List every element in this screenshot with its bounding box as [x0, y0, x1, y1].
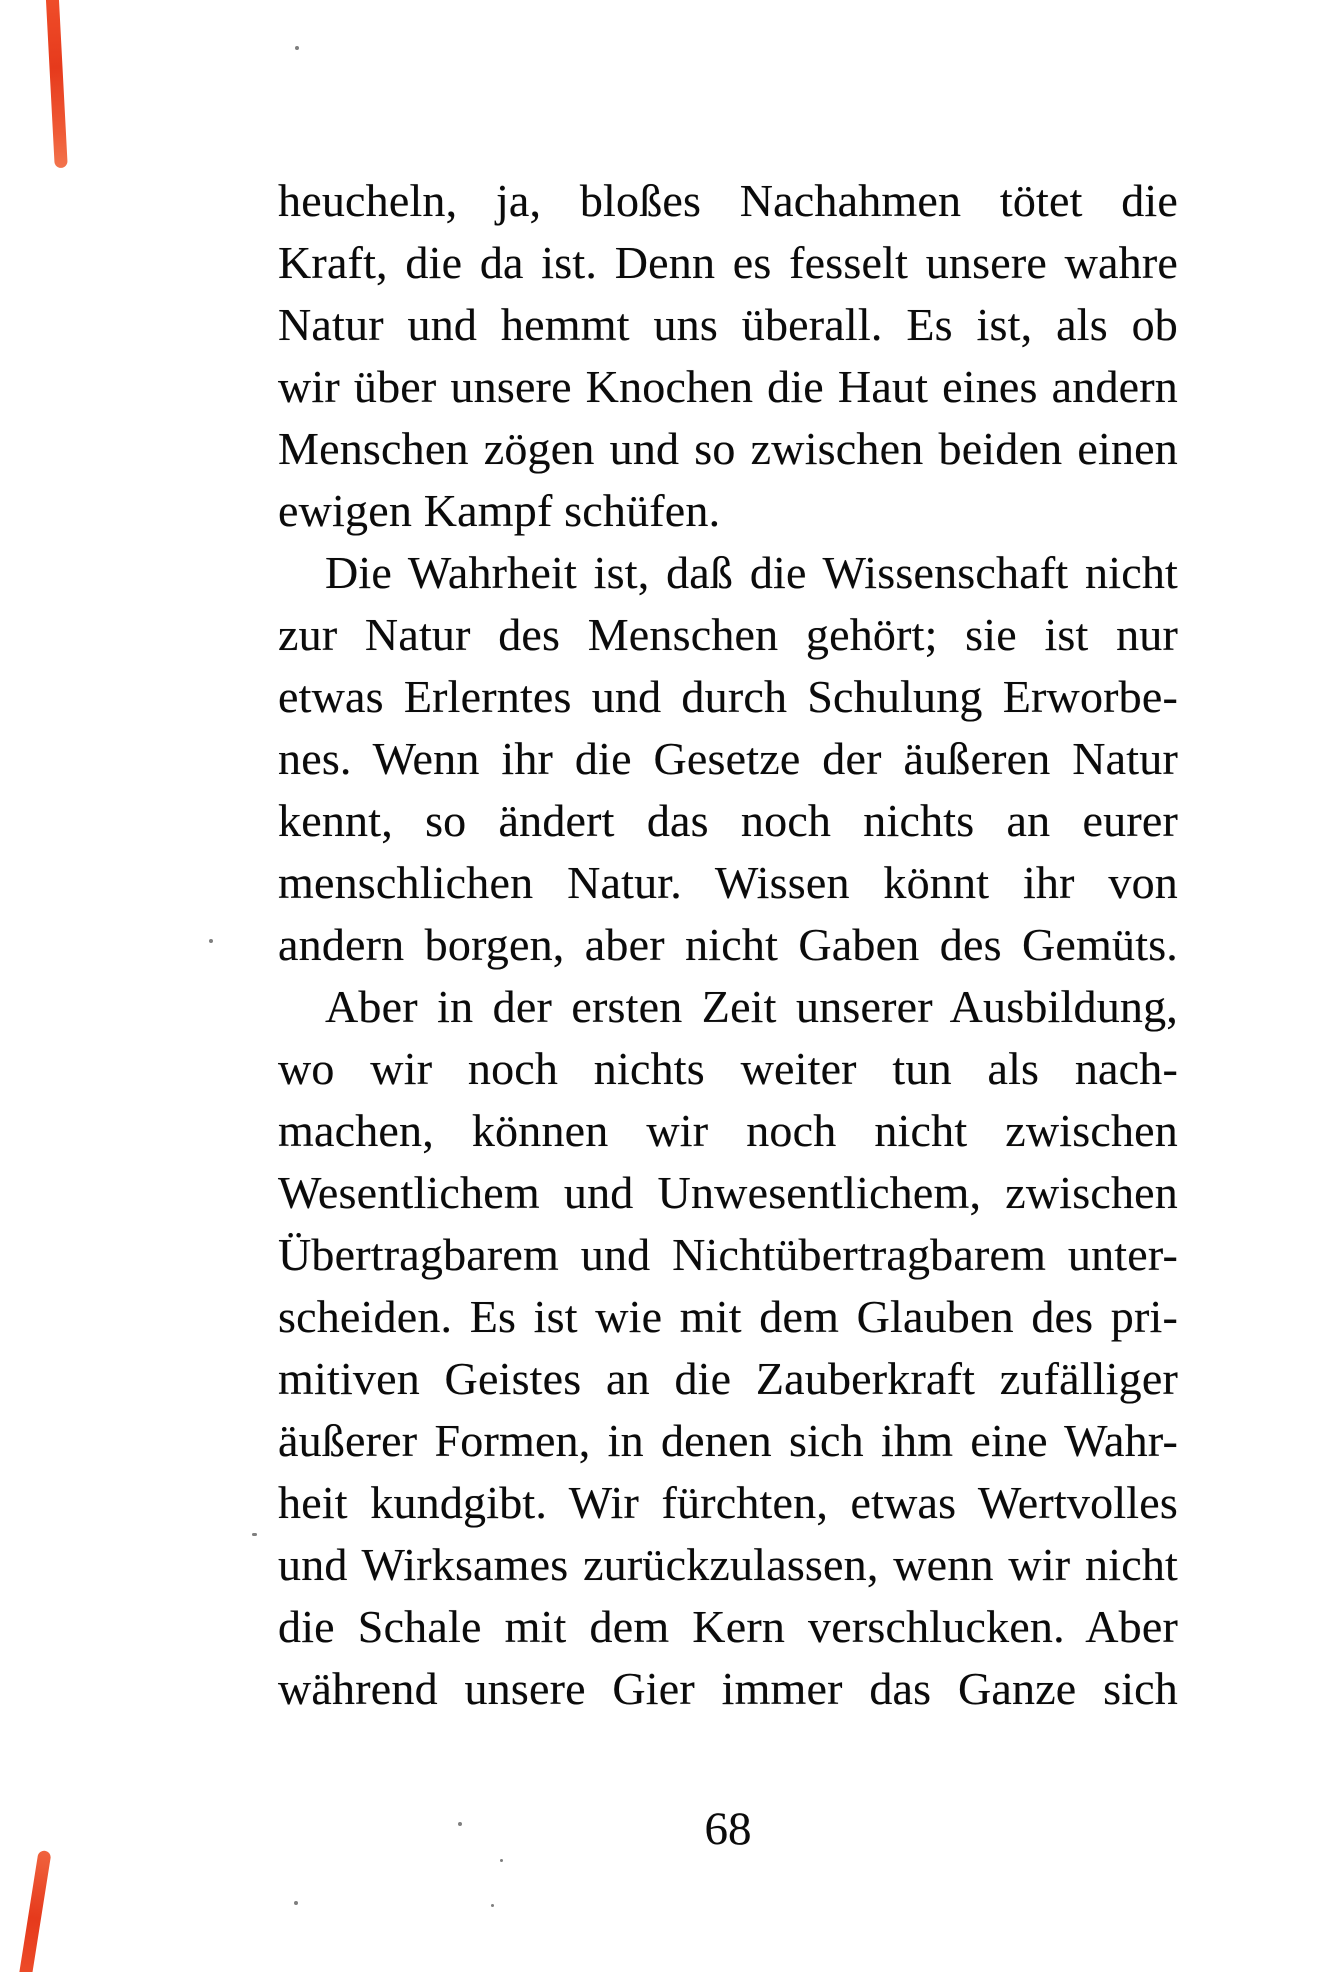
red-ink-edge-mark-bottom [17, 1850, 51, 1972]
text-line: Natur und hemmt uns überall. Es ist, als ob [278, 299, 1178, 350]
text-line: wir über unsere Knochen die Haut eines andern [278, 361, 1178, 412]
text-line: Aber in der ersten Zeit unserer Ausbildung, [325, 981, 1178, 1032]
scan-speck [209, 939, 213, 943]
text-line: menschlichen Natur. Wissen könnt ihr von [278, 857, 1178, 908]
text-line: die Schale mit dem Kern verschlucken. Aber [278, 1601, 1178, 1652]
page-number: 68 [704, 1803, 752, 1855]
text-line: äußerer Formen, in denen sich ihm eine Wahr- [278, 1415, 1178, 1466]
text-line: mitiven Geistes an die Zauberkraft zufälliger [278, 1353, 1178, 1404]
text-line: wo wir noch nichts weiter tun als nach- [278, 1043, 1178, 1094]
text-line: heucheln, ja, bloßes Nachahmen tötet die [278, 175, 1178, 226]
scan-speck [295, 46, 299, 50]
red-ink-edge-mark-top [45, 0, 68, 168]
text-line: Kraft, die da ist. Denn es fesselt unsere wahre [278, 237, 1178, 288]
scan-speck [294, 1901, 298, 1905]
text-line: heit kundgibt. Wir fürchten, etwas Wertvolles [278, 1477, 1178, 1528]
text-line: zur Natur des Menschen gehört; sie ist nur [278, 609, 1178, 660]
scan-speck [252, 1533, 257, 1536]
text-line: während unsere Gier immer das Ganze sich [278, 1663, 1178, 1714]
text-line: kennt, so ändert das noch nichts an eurer [278, 795, 1178, 846]
text-line: ewigen Kampf schüfen. [278, 485, 721, 536]
text-line: etwas Erlerntes und durch Schulung Erworbe- [278, 671, 1178, 722]
text-line: nes. Wenn ihr die Gesetze der äußeren Natur [278, 733, 1178, 784]
text-line: Die Wahrheit ist, daß die Wissenschaft nicht [325, 547, 1178, 598]
text-line: und Wirksames zurückzulassen, wenn wir nicht [278, 1539, 1178, 1590]
text-line: Übertragbarem und Nichtübertragbarem unter- [278, 1229, 1178, 1280]
scan-speck [491, 1904, 494, 1907]
text-line: scheiden. Es ist wie mit dem Glauben des pri- [278, 1291, 1178, 1342]
text-line: Menschen zögen und so zwischen beiden einen [278, 423, 1178, 474]
text-line: machen, können wir noch nicht zwischen [278, 1105, 1178, 1156]
text-line: Wesentlichem und Unwesentlichem, zwischen [278, 1167, 1178, 1218]
text-line: andern borgen, aber nicht Gaben des Gemüts. [278, 919, 1178, 970]
text-block [278, 170, 1178, 1720]
